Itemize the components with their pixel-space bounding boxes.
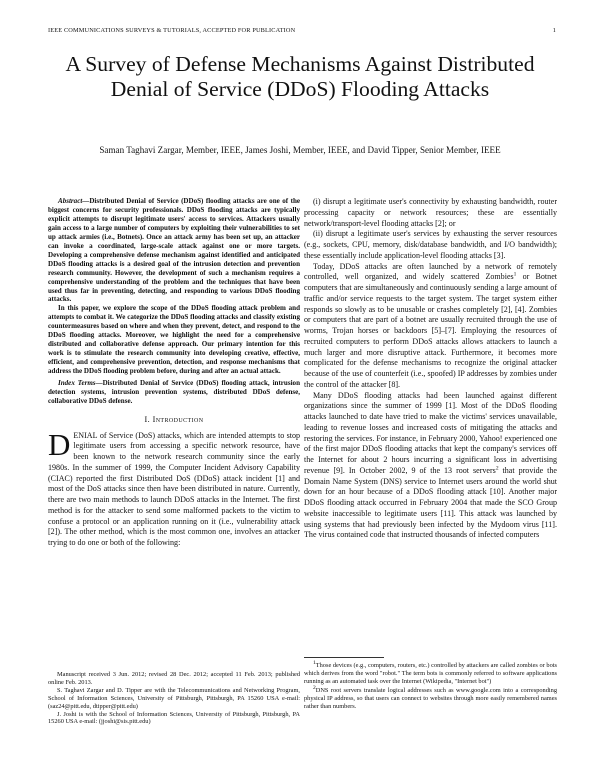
affiliation-2: J. Joshi is with the School of Information Sciences, University of Pittsburgh, Pittsburgh, PA 15260 USA e-mail: (jjoshi@sis.pitt.edu) [48,710,300,726]
footnote-rule [304,657,384,658]
abstract-lead: Abstract [58,197,83,205]
index-terms [48,379,300,406]
abstract-text-1: —Distributed Denial of Service (DDoS) flooding attacks are one of the biggest concerns for security professionals. DDoS flooding attacks are typically explicit attempts to disrupt legitimate users' access to services. Attackers usually gain access to a large number of computers by exploiting their vulnerabilities to set up attack armies (i.e., Botnets). Once an attack army has been set up, an attacker can invoke a coordinated, large-scale attack against one or more targets. Developing a comprehensive defense mechanism against identified and anticipated DDoS flooding attacks is a desired goal of the intrusion detection and prevention research community. However, the development of such a mechanism requires a comprehensive understanding of the problem and the techniques that have been used thus far in preventing, detecting, and responding to various DDoS flooding attacks. [48,197,300,304]
footnote-2-mark: 2 [313,684,316,691]
footnote-ref-2[interactable]: 2 [495,465,499,472]
footnote-2-text: DNS root servers translate logical addresses such as www.google.com into a corresponding physical IP address, so that users can connect to websites through more easily remembered names rather than numbers. [304,686,557,710]
index-terms-lead: Index Terms [58,379,96,388]
right-column [304,197,557,541]
abstract-paragraph-1 [48,197,300,304]
first-word-rest: ENIAL [73,430,98,440]
left-column [48,197,300,549]
author-list: Saman Taghavi Zargar, Member, IEEE, James Joshi, Member, IEEE, and David Tipper, Senior Member, IEEE [99,145,501,155]
paragraph-many-text-a: Many DDoS flooding attacks had been launched against different organizations since the summer of 1999 [1]. Most of the DDoS flooding attacks launched to date have tried to make the victims' services unavailable, leading to revenue losses and increased costs of mitigating the attacks and restoring the services. For instance, in February 2000, Yahoo! experienced one of the first major DDoS flooding attacks that kept the company's services off the Internet for about 2 hours incurring a significant loss in advertising revenue [9]. In October 2002, 9 of the 13 root servers [304,390,557,475]
paper-title: A Survey of Defense Mechanisms Against Distributed Denial of Service (DDoS) Flooding Attacks [65,52,535,102]
affiliation-1: S. Taghavi Zargar and D. Tipper are with the Telecommunications and Networking Program, School of Information Sciences, University of Pittsburgh, Pittsburgh, PA 15260 USA e-mail: (saz24@pitt.edu, dtipper@pitt.edu) [48,686,300,710]
paragraph-today-text-a: Today, DDoS attacks are often launched by a network of remotely controlled, well organized, and widely scattered Zombies [304,261,557,282]
footnote-1-mark: 1 [313,659,316,666]
left-footnotes [48,671,300,726]
manuscript-dates: Manuscript received 3 Jun. 2012; revised 28 Dec. 2012; accepted 11 Feb. 2013; published online Feb. 2013. [48,671,300,686]
paragraph-many [304,391,557,542]
page-number: 1 [552,27,556,34]
drop-cap: D [48,426,71,462]
footnote-2 [304,684,557,711]
footnote-1 [304,659,557,686]
paragraph-today [304,262,557,391]
intro-paragraph-1-text: of Service (DoS) attacks, which are intended attempts to stop legitimate users from accessing a specific network resource, have been known to the network research community since the early 1980s. In the summer of 1999, the Computer Incident Advisory Capability (CIAC) reported the first Distributed DoS (DDoS) attack incident [1] and most of the DoS attacks since then have been distributed in nature. Currently, there are two main methods to launch DDoS attacks in the Internet. The first method is for the attacker to send some malformed packets to the victim to confuse a protocol or an application running on it (i.e., vulnerability attack [2]). The other method, which is the most common one, involves an attacker trying to do one or both of the following: [48,430,300,548]
list-item-1: (i) disrupt a legitimate user's connectivity by exhausting bandwidth, router processing capacity or network resources; these are essentially network/transport-level flooding attacks [2]; or [304,197,557,228]
paragraph-today-text-b: or Botnet computers that are simultaneously and continuously sending a large amount of traffic and/or service requests to the target system. The target system either responds so slowly as to be unusable or crashes completely [2], [4]. Zombies or computers that are part of a botnet are usually recruited through the use of worms, Trojan horses or backdoors [5]–[7]. Employing the resources of recruited computers to perform DDoS attacks allows attackers to launch a much larger and more disruptive attack. Furthermore, it becomes more complicated for the defense mechanisms to recognize the original attacker because of the use of counterfeit (i.e., spoofed) IP addresses by zombies under the control of the attacker [8]. [304,272,557,389]
footnote-1-text: Those devices (e.g., computers, routers, etc.) controlled by attackers are called zombies or bots which derives from the word "robot." The term bots is commonly referred to software applications running as an automated task over the Internet (Wikipedia, "Internet bot") [304,662,557,685]
footnote-ref-1[interactable]: 1 [513,271,517,278]
intro-paragraph-1 [48,426,300,549]
paragraph-many-text-b: that provide the Domain Name System (DNS) service to Internet users around the world shut down for an hour because of a DDoS flooding attack [10]. Another major DDoS flooding attack occurred in February 2004 that made the SCO Group website inaccessible to legitimate users [11]. This attack was launched by using systems that had previously been infected by the Mydoom virus [11]. The virus contained code that instructed thousands of infected computers [304,465,557,540]
right-footnotes [304,657,557,710]
list-item-2: (ii) disrupt a legitimate user's services by exhausting the server resources (e.g., sockets, CPU, memory, disk/database bandwidth, and I/O bandwidth); these essentially include application-level flooding attacks [3]. [304,229,557,260]
abstract-paragraph-2: In this paper, we explore the scope of the DDoS flooding attack problem and attempts to combat it. We categorize the DDoS flooding attacks and classify existing countermeasures based on where and when they prevent, detect, and respond to the DDoS flooding attacks. Moreover, we highlight the need for a comprehensive distributed and collaborative defense approach. Our primary intention for this work is to stimulate the research community into developing creative, effective, efficient, and comprehensive prevention, detection, and response mechanisms that address the DDoS flooding problem before, during and after an actual attack. [48,304,300,376]
running-header [48,27,556,39]
index-terms-text: —Distributed Denial of Service (DDoS) flooding attack, intrusion detection systems, intrusion prevention systems, distributed DDoS defense, collaborative DDoS defense. [48,379,300,405]
introduction-text [48,426,300,549]
journal-name: IEEE COMMUNICATIONS SURVEYS & TUTORIALS, ACCEPTED FOR PUBLICATION [48,27,296,34]
abstract [48,197,300,406]
section-heading: I. Introduction [144,414,204,424]
